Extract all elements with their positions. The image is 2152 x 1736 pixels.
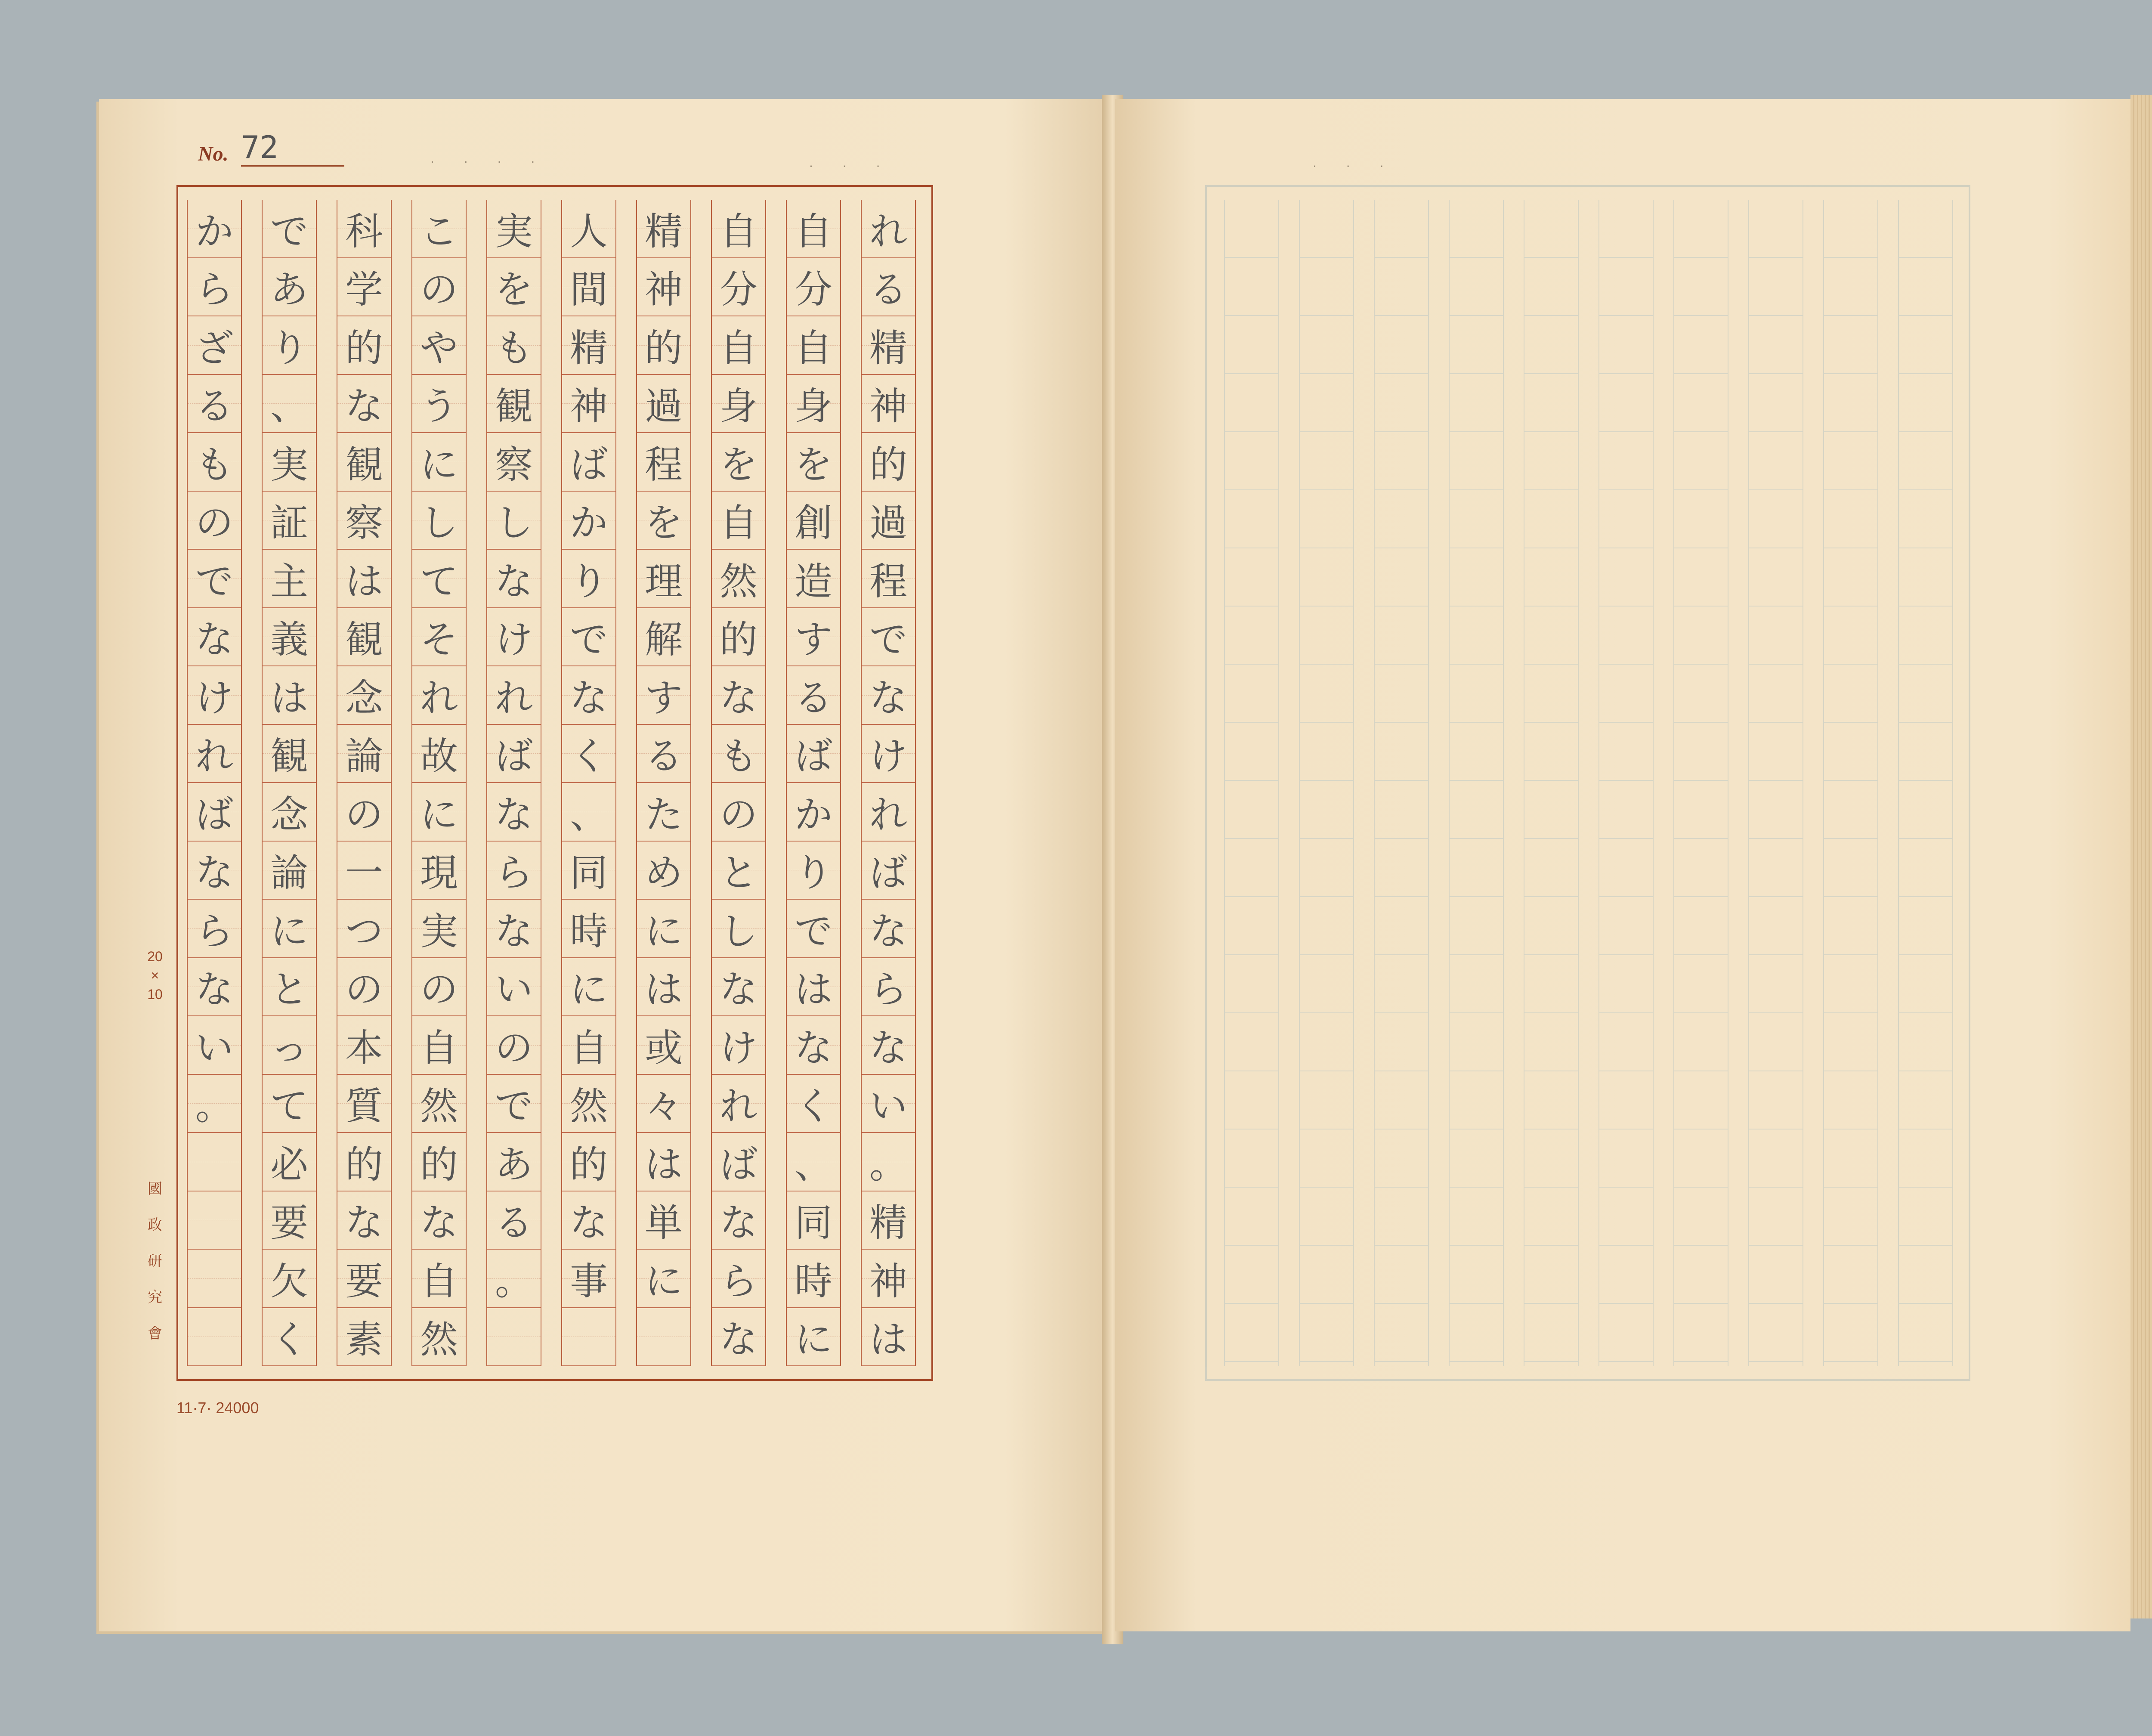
- manuscript-cell: 自: [712, 316, 765, 375]
- manuscript-cell: ば: [787, 725, 840, 783]
- manuscript-cell: り: [562, 550, 615, 608]
- manuscript-cell: は: [787, 958, 840, 1017]
- manuscript-cell: 要: [337, 1250, 391, 1308]
- manuscript-column: [187, 200, 242, 1366]
- show-through-column: [1673, 200, 1728, 1366]
- manuscript-cell: な: [712, 666, 765, 725]
- manuscript-column: [861, 200, 916, 1366]
- manuscript-cell: で: [787, 900, 840, 958]
- manuscript-cell: な: [337, 375, 391, 433]
- show-through-column: [1299, 200, 1354, 1366]
- manuscript-cell: を: [487, 258, 541, 317]
- manuscript-cell: 神: [637, 258, 690, 317]
- manuscript-cell: す: [787, 608, 840, 667]
- manuscript-cell: れ: [188, 725, 241, 783]
- manuscript-cell: 観: [487, 375, 541, 433]
- manuscript-cell: 論: [263, 842, 316, 900]
- manuscript-cell: 神: [562, 375, 615, 433]
- manuscript-cell: 同: [562, 842, 615, 900]
- manuscript-cell: は: [337, 550, 391, 608]
- manuscript-cell: 証: [263, 492, 316, 550]
- show-through-column: [1524, 200, 1579, 1366]
- manuscript-cell: あ: [263, 258, 316, 317]
- manuscript-cell: 必: [263, 1133, 316, 1191]
- manuscript-cell: け: [712, 1016, 765, 1075]
- manuscript-cell: 自: [712, 200, 765, 258]
- manuscript-cell: 同: [787, 1191, 840, 1250]
- manuscript-cell: な: [487, 550, 541, 608]
- manuscript-cell: の: [712, 783, 765, 842]
- page-edges: [2130, 95, 2152, 1618]
- manuscript-cell: ら: [712, 1250, 765, 1308]
- manuscript-cell: っ: [263, 1016, 316, 1075]
- manuscript-cell: で: [862, 608, 915, 667]
- manuscript-cell: い: [188, 1016, 241, 1075]
- binding-holes-center: · · ·: [809, 159, 893, 173]
- manuscript-cell: 、: [562, 783, 615, 842]
- manuscript-cell: な: [712, 958, 765, 1017]
- manuscript-cell: 本: [337, 1016, 391, 1075]
- manuscript-cell: ば: [487, 725, 541, 783]
- manuscript-cell: な: [562, 1191, 615, 1250]
- manuscript-cell: 創: [787, 492, 840, 550]
- grid-size-label: 20 × 10: [147, 949, 163, 1002]
- manuscript-cell: 事: [562, 1250, 615, 1308]
- manuscript-cell: 察: [487, 433, 541, 492]
- manuscript-cell: は: [263, 666, 316, 725]
- manuscript-cell: た: [637, 783, 690, 842]
- manuscript-column: [411, 200, 467, 1366]
- manuscript-cell: 精: [562, 316, 615, 375]
- manuscript-cell: な: [562, 666, 615, 725]
- manuscript-cell: 分: [712, 258, 765, 317]
- manuscript-cell: 然: [712, 550, 765, 608]
- page-number-value: 72: [241, 129, 344, 167]
- manuscript-cell: も: [188, 433, 241, 492]
- manuscript-cell: り: [787, 842, 840, 900]
- manuscript-cell: 素: [337, 1308, 391, 1367]
- manuscript-cell: め: [637, 842, 690, 900]
- manuscript-cell: 的: [337, 316, 391, 375]
- manuscript-cell: 時: [562, 900, 615, 958]
- manuscript-cell: な: [188, 958, 241, 1017]
- manuscript-cell: の: [337, 958, 391, 1017]
- manuscript-cell: に: [263, 900, 316, 958]
- manuscript-cell: 解: [637, 608, 690, 667]
- manuscript-cell: く: [263, 1308, 316, 1367]
- manuscript-cell: て: [263, 1075, 316, 1133]
- manuscript-cell: や: [412, 316, 466, 375]
- manuscript-cell: 然: [562, 1075, 615, 1133]
- manuscript-cell: 然: [412, 1075, 466, 1133]
- manuscript-cell: 的: [862, 433, 915, 492]
- manuscript-cell: か: [188, 200, 241, 258]
- manuscript-cell: 的: [637, 316, 690, 375]
- manuscript-cell: 理: [637, 550, 690, 608]
- manuscript-cell: な: [188, 842, 241, 900]
- manuscript-cell: な: [712, 1191, 765, 1250]
- manuscript-cell: 自: [787, 200, 840, 258]
- manuscript-column: [262, 200, 317, 1366]
- manuscript-cell: な: [337, 1191, 391, 1250]
- manuscript-cell: 精: [862, 316, 915, 375]
- publisher-name: 國 政 研 究 會: [148, 1181, 162, 1342]
- manuscript-cell: 神: [862, 1250, 915, 1308]
- manuscript-cell: 時: [787, 1250, 840, 1308]
- show-through-column: [1449, 200, 1504, 1366]
- manuscript-cell: る: [637, 725, 690, 783]
- manuscript-cell: は: [862, 1308, 915, 1367]
- show-through-column: [1374, 200, 1429, 1366]
- manuscript-cell: 単: [637, 1191, 690, 1250]
- manuscript-cell: ら: [188, 258, 241, 317]
- manuscript-cell: 現: [412, 842, 466, 900]
- manuscript-cell: う: [412, 375, 466, 433]
- manuscript-cell: 欠: [263, 1250, 316, 1308]
- manuscript-cell: し: [712, 900, 765, 958]
- manuscript-cell: [188, 1191, 241, 1250]
- manuscript-cell: れ: [862, 783, 915, 842]
- manuscript-cell: な: [487, 900, 541, 958]
- manuscript-cell: 身: [787, 375, 840, 433]
- manuscript-cell: 然: [412, 1308, 466, 1367]
- manuscript-cell: そ: [412, 608, 466, 667]
- manuscript-cell: の: [487, 1016, 541, 1075]
- manuscript-cell: ら: [487, 842, 541, 900]
- manuscript-cell: に: [412, 433, 466, 492]
- manuscript-cell: い: [862, 1075, 915, 1133]
- manuscript-cell: 察: [337, 492, 391, 550]
- manuscript-cell: の: [337, 783, 391, 842]
- manuscript-cell: 科: [337, 200, 391, 258]
- manuscript-cell: け: [487, 608, 541, 667]
- manuscript-cell: [188, 1308, 241, 1367]
- manuscript-cell: 観: [337, 433, 391, 492]
- show-through-column: [1748, 200, 1803, 1366]
- manuscript-cell: [188, 1133, 241, 1191]
- manuscript-cell: 分: [787, 258, 840, 317]
- manuscript-cell: く: [787, 1075, 840, 1133]
- manuscript-column: [561, 200, 616, 1366]
- manuscript-cell: 。: [487, 1250, 541, 1308]
- manuscript-cell: と: [263, 958, 316, 1017]
- manuscript-cell: る: [188, 375, 241, 433]
- page-number-label: No.: [198, 142, 229, 165]
- manuscript-cell: も: [712, 725, 765, 783]
- manuscript-cell: [637, 1308, 690, 1367]
- manuscript-cell: り: [263, 316, 316, 375]
- manuscript-cell: か: [562, 492, 615, 550]
- manuscript-cell: る: [862, 258, 915, 317]
- binding-holes-left: · · · ·: [430, 155, 548, 169]
- manuscript-cell: ば: [712, 1133, 765, 1191]
- manuscript-cell: の: [188, 492, 241, 550]
- manuscript-cell: 義: [263, 608, 316, 667]
- manuscript-cell: れ: [862, 200, 915, 258]
- manuscript-cell: を: [637, 492, 690, 550]
- manuscript-cell: い: [487, 958, 541, 1017]
- manuscript-cell: 質: [337, 1075, 391, 1133]
- manuscript-cell: 間: [562, 258, 615, 317]
- manuscript-cell: 故: [412, 725, 466, 783]
- show-through-column: [1224, 200, 1279, 1366]
- manuscript-cell: に: [412, 783, 466, 842]
- manuscript-cell: 自: [562, 1016, 615, 1075]
- manuscript-cell: な: [412, 1191, 466, 1250]
- manuscript-cell: 観: [337, 608, 391, 667]
- manuscript-cell: な: [862, 900, 915, 958]
- show-through-column: [1599, 200, 1654, 1366]
- binding-holes-right: · · ·: [1313, 159, 1397, 173]
- manuscript-cell: 過: [637, 375, 690, 433]
- manuscript-cell: 念: [263, 783, 316, 842]
- manuscript-cell: に: [787, 1308, 840, 1367]
- manuscript-cell: ら: [188, 900, 241, 958]
- manuscript-cell: ば: [188, 783, 241, 842]
- manuscript-cell: 造: [787, 550, 840, 608]
- manuscript-cell: を: [787, 433, 840, 492]
- manuscript-cell: 人: [562, 200, 615, 258]
- manuscript-cell: に: [562, 958, 615, 1017]
- manuscript-cell: ば: [862, 842, 915, 900]
- manuscript-cell: 、: [787, 1133, 840, 1191]
- manuscript-cell: て: [412, 550, 466, 608]
- manuscript-cell: [487, 1308, 541, 1367]
- manuscript-cell: ざ: [188, 316, 241, 375]
- manuscript-cell: 的: [712, 608, 765, 667]
- manuscript-cell: 程: [637, 433, 690, 492]
- manuscript-cell: 、: [263, 375, 316, 433]
- manuscript-cell: 観: [263, 725, 316, 783]
- manuscript-cell: く: [562, 725, 615, 783]
- manuscript-cell: れ: [412, 666, 466, 725]
- manuscript-cell: し: [487, 492, 541, 550]
- manuscript-cell: 要: [263, 1191, 316, 1250]
- manuscript-cell: 神: [862, 375, 915, 433]
- manuscript-column: [711, 200, 766, 1366]
- manuscript-cell: 的: [562, 1133, 615, 1191]
- manuscript-cell: と: [712, 842, 765, 900]
- manuscript-column: [486, 200, 541, 1366]
- manuscript-cell: [188, 1250, 241, 1308]
- show-through-column: [1898, 200, 1953, 1366]
- manuscript-cell: 自: [412, 1250, 466, 1308]
- manuscript-cell: は: [637, 958, 690, 1017]
- manuscript-cell: で: [562, 608, 615, 667]
- manuscript-cell: し: [412, 492, 466, 550]
- manuscript-column: [337, 200, 392, 1366]
- manuscript-cell: な: [487, 783, 541, 842]
- manuscript-cell: れ: [712, 1075, 765, 1133]
- show-through-column: [1823, 200, 1878, 1366]
- manuscript-cell: あ: [487, 1133, 541, 1191]
- manuscript-cell: に: [637, 900, 690, 958]
- manuscript-cell: 々: [637, 1075, 690, 1133]
- manuscript-cell: に: [637, 1250, 690, 1308]
- manuscript-cell: 一: [337, 842, 391, 900]
- manuscript-cell: も: [487, 316, 541, 375]
- manuscript-cell: 学: [337, 258, 391, 317]
- manuscript-cell: な: [712, 1308, 765, 1367]
- manuscript-cell: で: [263, 200, 316, 258]
- manuscript-cell: を: [712, 433, 765, 492]
- manuscript-cell: つ: [337, 900, 391, 958]
- manuscript-cell: 。: [188, 1075, 241, 1133]
- manuscript-cell: 的: [337, 1133, 391, 1191]
- manuscript-column: [786, 200, 841, 1366]
- manuscript-cell: 程: [862, 550, 915, 608]
- manuscript-cell: 身: [712, 375, 765, 433]
- manuscript-cell: 主: [263, 550, 316, 608]
- manuscript-cell: 自: [412, 1016, 466, 1075]
- print-code: 11·7· 24000: [176, 1399, 259, 1417]
- manuscript-cell: の: [412, 258, 466, 317]
- manuscript-cell: す: [637, 666, 690, 725]
- manuscript-cell: こ: [412, 200, 466, 258]
- manuscript-cell: か: [787, 783, 840, 842]
- manuscript-cell: 実: [263, 433, 316, 492]
- manuscript-cell: な: [787, 1016, 840, 1075]
- manuscript-grid: [176, 185, 933, 1381]
- manuscript-cell: 念: [337, 666, 391, 725]
- manuscript-cell: 論: [337, 725, 391, 783]
- manuscript-cell: は: [637, 1133, 690, 1191]
- manuscript-cell: け: [862, 725, 915, 783]
- manuscript-cell: 実: [412, 900, 466, 958]
- manuscript-cell: 或: [637, 1016, 690, 1075]
- manuscript-cell: 。: [862, 1133, 915, 1191]
- show-through-grid: [1205, 185, 1970, 1381]
- manuscript-cell: る: [787, 666, 840, 725]
- manuscript-cell: な: [188, 608, 241, 667]
- manuscript-cell: 実: [487, 200, 541, 258]
- manuscript-cell: で: [487, 1075, 541, 1133]
- manuscript-cell: 精: [637, 200, 690, 258]
- manuscript-cell: 自: [712, 492, 765, 550]
- manuscript-column: [636, 200, 691, 1366]
- manuscript-cell: ら: [862, 958, 915, 1017]
- manuscript-cell: 自: [787, 316, 840, 375]
- manuscript-cell: ば: [562, 433, 615, 492]
- manuscript-cell: な: [862, 1016, 915, 1075]
- manuscript-cell: 過: [862, 492, 915, 550]
- manuscript-cell: [562, 1308, 615, 1367]
- manuscript-cell: け: [188, 666, 241, 725]
- manuscript-cell: の: [412, 958, 466, 1017]
- manuscript-cell: れ: [487, 666, 541, 725]
- manuscript-cell: 精: [862, 1191, 915, 1250]
- manuscript-cell: 的: [412, 1133, 466, 1191]
- manuscript-cell: で: [188, 550, 241, 608]
- manuscript-cell: な: [862, 666, 915, 725]
- manuscript-cell: る: [487, 1191, 541, 1250]
